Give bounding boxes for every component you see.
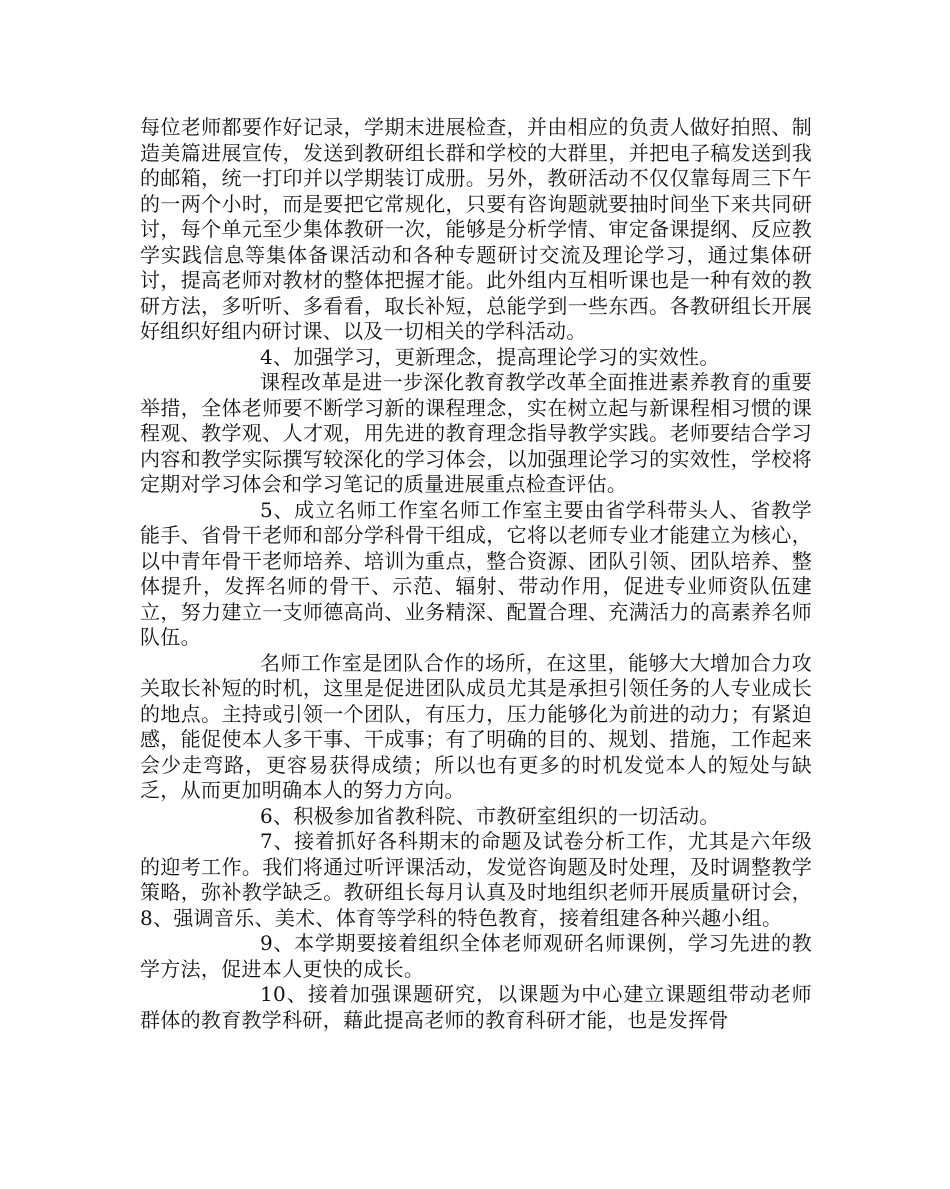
paragraph-heading-9-observe: 9、本学期要接着组织全体老师观研名师课例，学习先进的教学方法，促进本人更快的成长。 <box>140 931 812 981</box>
paragraph-heading-6-activities: 6、积极参加省教科院、市教研室组织的一切活动。 <box>260 803 720 828</box>
paragraph-master-studio-teamwork: 名师工作室是团队合作的场所，在这里，能够大大增加合力攻关取长补短的时机，这里是促进团队成员尤其是承担引领任务的人专业成长的地点。主持或引领一个团队，有压力，压力能够化为前进的动力；有紧迫感，能促使本人多干事、干成事；有了明确的目的、规划、措施，工作起来会少走弯路，更容易获得成绩；所以也有更多的时机发觉本人的短处与缺乏，从而更加明确本人的努力方向。 <box>140 650 812 802</box>
paragraph-heading-4-study: 4、加强学习，更新理念，提高理论学习的实效性。 <box>260 344 720 369</box>
paragraph-heading-7-exams: 7、接着抓好各科期末的命题及试卷分析工作，尤其是六年级的迎考工作。我们将通过听评课活动，发觉咨询题及时处理，及时调整教学策略，弥补教学缺乏。教研组长每月认真及时地组织老师开展质量研讨会，8、强调音乐、美术、体育等学科的特色教育，接着组建各种兴趣小组。 <box>140 829 812 930</box>
document-page <box>140 115 812 1033</box>
paragraph-heading-10-research: 10、接着加强课题研究，以课题为中心建立课题组带动老师群体的教育教学科研，藉此提高老师的教育科研才能，也是发挥骨 <box>140 982 812 1032</box>
paragraph-curriculum-reform: 课程改革是进一步深化教育教学改革全面推进素养教育的重要举措，全体老师要不断学习新的课程理念，实在树立起与新课程相习惯的课程观、教学观、人才观，用先进的教育理念指导教学实践。老师要结合学习内容和教学实际撰写较深化的学习体会，以加强理论学习的实效性，学校将定期对学习体会和学习笔记的质量进展重点检查评估。 <box>140 370 812 496</box>
paragraph-records-and-research: 每位老师都要作好记录，学期末进展检查，并由相应的负责人做好拍照、制造美篇进展宣传，发送到教研组长群和学校的大群里，并把电子稿发送到我的邮箱，统一打印并以学期装订成册。另外，教研活动不仅仅靠每周三下午的一两个小时，而是要把它常规化，只要有咨询题就要抽时间坐下来共同研讨，每个单元至少集体教研一次，能够是分析学情、审定备课提纲、反应教学实践信息等集体备课活动和各种专题研讨交流及理论学习，通过集体研讨，提高老师对教材的整体把握才能。此外组内互相听课也是一种有效的教研方法，多听听、多看看，取长补短，总能学到一些东西。各教研组长开展好组织好组内研讨课、以及一切相关的学科活动。 <box>140 115 812 343</box>
paragraph-heading-5-master-studio: 5、成立名师工作室名师工作室主要由省学科带头人、省教学能手、省骨干老师和部分学科骨干组成，它将以老师专业才能建立为核心，以中青年骨干老师培养、培训为重点，整合资源、团队引领、团队培养、整体提升，发挥名师的骨干、示范、辐射、带动作用，促进专业师资队伍建立，努力建立一支师德高尚、业务精深、配置合理、充满活力的高素养名师队伍。 <box>140 497 812 649</box>
